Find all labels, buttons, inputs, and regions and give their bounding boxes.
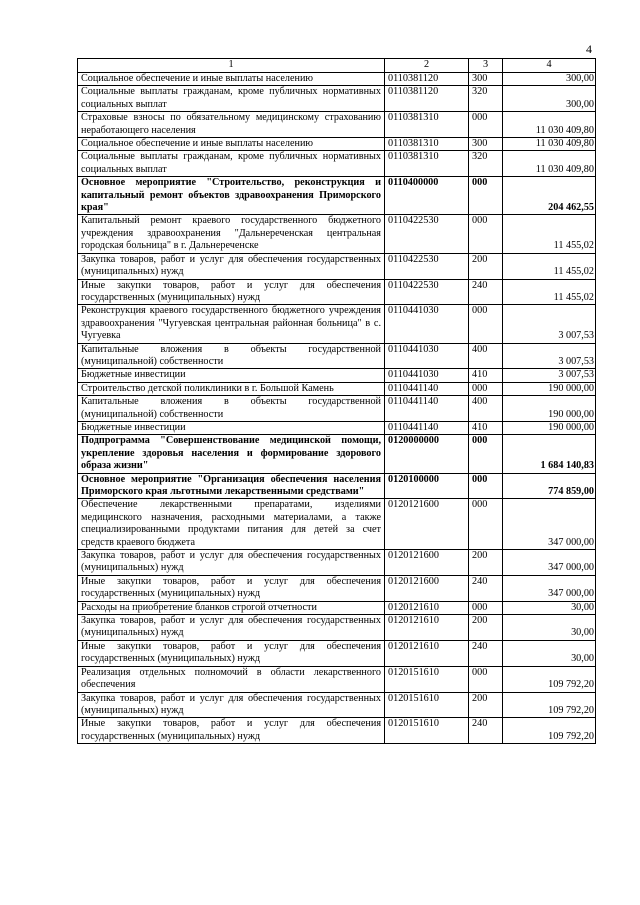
table-row xyxy=(78,473,596,499)
row-code: 0120121610 xyxy=(385,601,469,614)
row-amount: 109 792,20 xyxy=(503,692,596,718)
row-code: 0120121610 xyxy=(385,640,469,666)
row-description: Иные закупки товаров, работ и услуг для обеспечения государственных (муниципальных) нужд xyxy=(78,279,385,305)
row-expense-type: 000 xyxy=(469,601,503,614)
table-row xyxy=(78,138,596,151)
row-code: 0110441030 xyxy=(385,343,469,369)
row-description: Обеспечение лекарственными препаратами, изделиями медицинского назначения, расходными материалами, а также специализированными продуктами питания для детей за счет средств краевого бюджета xyxy=(78,499,385,550)
row-code: 0110422530 xyxy=(385,215,469,253)
row-description: Бюджетные инвестиции xyxy=(78,369,385,382)
header-col-3: 3 xyxy=(469,59,503,73)
row-code: 0120121600 xyxy=(385,575,469,601)
row-description: Иные закупки товаров, работ и услуг для обеспечения государственных (муниципальных) нужд xyxy=(78,718,385,744)
row-amount: 109 792,20 xyxy=(503,718,596,744)
row-expense-type: 400 xyxy=(469,396,503,422)
table-row xyxy=(78,421,596,434)
row-code: 0120121600 xyxy=(385,499,469,550)
page-number: 4 xyxy=(586,42,592,56)
row-amount: 347 000,00 xyxy=(503,499,596,550)
row-code: 0120151610 xyxy=(385,718,469,744)
row-expense-type: 400 xyxy=(469,343,503,369)
row-description: Бюджетные инвестиции xyxy=(78,421,385,434)
row-description: Социальное обеспечение и иные выплаты населению xyxy=(78,138,385,151)
row-description: Основное мероприятие "Организация обеспечения населения Приморского края льготными лекарственными средствами" xyxy=(78,473,385,499)
table-row xyxy=(78,550,596,576)
table-row xyxy=(78,112,596,138)
row-amount: 300,00 xyxy=(503,73,596,86)
row-expense-type: 000 xyxy=(469,382,503,395)
table-row xyxy=(78,615,596,641)
table-row xyxy=(78,177,596,215)
row-code: 0120000000 xyxy=(385,435,469,473)
row-expense-type: 200 xyxy=(469,253,503,279)
row-code: 0120121610 xyxy=(385,615,469,641)
header-row xyxy=(78,59,596,73)
row-expense-type: 320 xyxy=(469,86,503,112)
table-row xyxy=(78,253,596,279)
row-expense-type: 000 xyxy=(469,112,503,138)
row-amount: 30,00 xyxy=(503,640,596,666)
table-row xyxy=(78,575,596,601)
row-amount: 3 007,53 xyxy=(503,369,596,382)
row-description: Закупка товаров, работ и услуг для обеспечения государственных (муниципальных) нужд xyxy=(78,692,385,718)
budget-table xyxy=(77,58,596,744)
row-code: 0110381120 xyxy=(385,73,469,86)
row-code: 0120151610 xyxy=(385,692,469,718)
row-description: Закупка товаров, работ и услуг для обеспечения государственных (муниципальных) нужд xyxy=(78,253,385,279)
row-amount: 30,00 xyxy=(503,615,596,641)
row-amount: 11 455,02 xyxy=(503,215,596,253)
row-expense-type: 000 xyxy=(469,435,503,473)
row-amount: 190 000,00 xyxy=(503,396,596,422)
row-amount: 347 000,00 xyxy=(503,550,596,576)
row-code: 0110441030 xyxy=(385,305,469,343)
table-row xyxy=(78,215,596,253)
row-description: Капитальный ремонт краевого государственного бюджетного учреждения здравоохранения "Дальнереченская центральная городская больница" в г. Дальнереченске xyxy=(78,215,385,253)
row-amount: 11 455,02 xyxy=(503,253,596,279)
row-expense-type: 000 xyxy=(469,473,503,499)
row-amount: 3 007,53 xyxy=(503,305,596,343)
row-expense-type: 240 xyxy=(469,640,503,666)
row-code: 0120151610 xyxy=(385,666,469,692)
table-row xyxy=(78,369,596,382)
row-description: Закупка товаров, работ и услуг для обеспечения государственных (муниципальных) нужд xyxy=(78,615,385,641)
row-amount: 11 455,02 xyxy=(503,279,596,305)
row-code: 0110422530 xyxy=(385,253,469,279)
row-amount: 190 000,00 xyxy=(503,421,596,434)
row-expense-type: 240 xyxy=(469,279,503,305)
row-expense-type: 000 xyxy=(469,499,503,550)
row-expense-type: 240 xyxy=(469,718,503,744)
row-amount: 204 462,55 xyxy=(503,177,596,215)
row-code: 0120100000 xyxy=(385,473,469,499)
table-row xyxy=(78,343,596,369)
row-description: Реконструкция краевого государственного бюджетного учреждения здравоохранения "Чугуевская центральная районная больница" в с. Чугуевка xyxy=(78,305,385,343)
table-row xyxy=(78,305,596,343)
row-expense-type: 410 xyxy=(469,369,503,382)
table-row xyxy=(78,666,596,692)
row-code: 0110441140 xyxy=(385,396,469,422)
row-amount: 30,00 xyxy=(503,601,596,614)
row-description: Закупка товаров, работ и услуг для обеспечения государственных (муниципальных) нужд xyxy=(78,550,385,576)
row-amount: 11 030 409,80 xyxy=(503,151,596,177)
row-code: 0110400000 xyxy=(385,177,469,215)
row-code: 0110381310 xyxy=(385,112,469,138)
row-amount: 11 030 409,80 xyxy=(503,138,596,151)
row-expense-type: 200 xyxy=(469,615,503,641)
row-expense-type: 000 xyxy=(469,177,503,215)
row-expense-type: 000 xyxy=(469,215,503,253)
row-expense-type: 300 xyxy=(469,138,503,151)
table-body xyxy=(78,73,596,744)
row-description: Социальные выплаты гражданам, кроме публичных нормативных социальных выплат xyxy=(78,86,385,112)
row-expense-type: 240 xyxy=(469,575,503,601)
table-row xyxy=(78,499,596,550)
row-code: 0110381310 xyxy=(385,151,469,177)
row-expense-type: 200 xyxy=(469,692,503,718)
row-expense-type: 300 xyxy=(469,73,503,86)
table-row xyxy=(78,73,596,86)
table-row xyxy=(78,435,596,473)
table-row xyxy=(78,692,596,718)
row-description: Основное мероприятие "Строительство, реконструкция и капитальный ремонт объектов здравоохранения Приморского края" xyxy=(78,177,385,215)
row-description: Строительство детской поликлиники в г. Большой Камень xyxy=(78,382,385,395)
row-expense-type: 000 xyxy=(469,305,503,343)
row-expense-type: 000 xyxy=(469,666,503,692)
table-row xyxy=(78,151,596,177)
row-amount: 11 030 409,80 xyxy=(503,112,596,138)
row-code: 0110381120 xyxy=(385,86,469,112)
row-description: Реализация отдельных полномочий в области лекарственного обеспечения xyxy=(78,666,385,692)
row-description: Расходы на приобретение бланков строгой отчетности xyxy=(78,601,385,614)
row-amount: 300,00 xyxy=(503,86,596,112)
header-col-2: 2 xyxy=(385,59,469,73)
header-col-1: 1 xyxy=(78,59,385,73)
row-expense-type: 410 xyxy=(469,421,503,434)
row-code: 0110422530 xyxy=(385,279,469,305)
row-amount: 109 792,20 xyxy=(503,666,596,692)
row-description: Социальные выплаты гражданам, кроме публичных нормативных социальных выплат xyxy=(78,151,385,177)
row-amount: 774 859,00 xyxy=(503,473,596,499)
row-description: Иные закупки товаров, работ и услуг для обеспечения государственных (муниципальных) нужд xyxy=(78,575,385,601)
table-row xyxy=(78,382,596,395)
row-description: Социальное обеспечение и иные выплаты населению xyxy=(78,73,385,86)
row-description: Капитальные вложения в объекты государственной (муниципальной) собственности xyxy=(78,343,385,369)
header-col-4: 4 xyxy=(503,59,596,73)
row-amount: 347 000,00 xyxy=(503,575,596,601)
row-description: Страховые взносы по обязательному медицинскому страхованию неработающего населения xyxy=(78,112,385,138)
row-code: 0110381310 xyxy=(385,138,469,151)
row-description: Подпрограмма "Совершенствование медицинской помощи, укрепление здоровья населения и формирование здорового образа жизни" xyxy=(78,435,385,473)
row-code: 0110441140 xyxy=(385,421,469,434)
row-description: Капитальные вложения в объекты государственной (муниципальной) собственности xyxy=(78,396,385,422)
table-row xyxy=(78,601,596,614)
table-row xyxy=(78,86,596,112)
row-amount: 1 684 140,83 xyxy=(503,435,596,473)
row-expense-type: 200 xyxy=(469,550,503,576)
table-row xyxy=(78,396,596,422)
row-code: 0110441140 xyxy=(385,382,469,395)
row-amount: 3 007,53 xyxy=(503,343,596,369)
table-row xyxy=(78,640,596,666)
row-amount: 190 000,00 xyxy=(503,382,596,395)
table-row xyxy=(78,279,596,305)
table-row xyxy=(78,718,596,744)
row-code: 0110441030 xyxy=(385,369,469,382)
row-code: 0120121600 xyxy=(385,550,469,576)
row-expense-type: 320 xyxy=(469,151,503,177)
row-description: Иные закупки товаров, работ и услуг для обеспечения государственных (муниципальных) нужд xyxy=(78,640,385,666)
